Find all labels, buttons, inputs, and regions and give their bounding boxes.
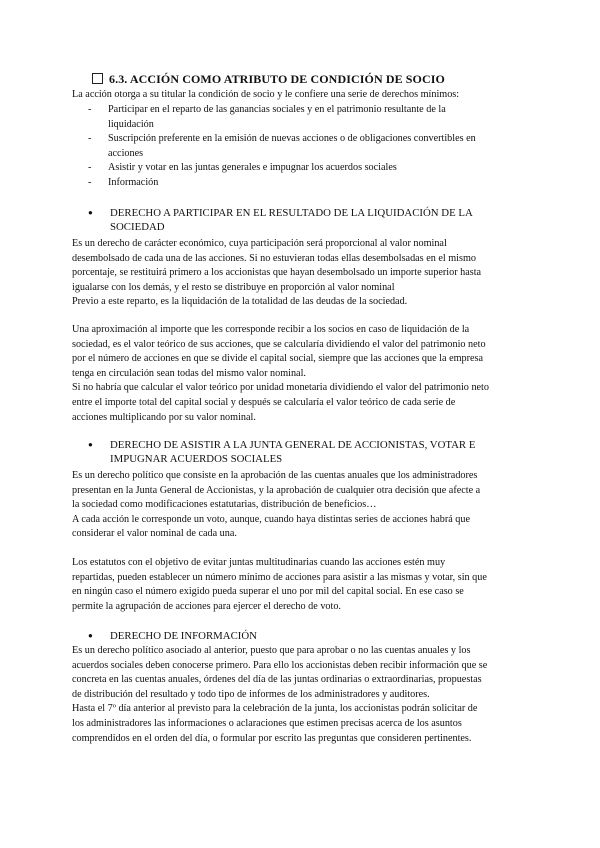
paragraph: Es un derecho político asociado al anterior, puesto que para aprobar o no las cuentas anuales y los acuerdos sociales deben conocerse primero. Para ello los accionistas deben recibir información que se concreta en las cuentas anuales, órdenes del día de las juntas ordinarias o extraordinarias, propuestas de distribución del resultado y todo tipo de informes de los administradores y auditores. Hasta el 7º día anterior al previsto para la celebración de la junta, los accionistas podrán solicitar de los administradores las informaciones o aclaraciones que estimen precisas acerca de los asuntos comprendidos en el orden del día, o formular por escrito las preguntas que consideren pertinentes.: [72, 645, 488, 744]
paragraph: Una aproximación al importe que les corresponde recibir a los socios en caso de liquidación de la sociedad, es el valor teórico de sus acciones, que se calcularía dividiendo el valor del patrimonio neto por el número de acciones en que se divide el capital social, siempre que las acciones que la empresa tenga en circulación sean todas del mismo valor nominal. Si no habría que calcular el valor teórico por unidad monetaria dividiendo el valor del patrimonio neto entre el importe total del capital social y después se calcularía el valor teórico de cada serie de acciones multiplicando por su valor nominal.: [72, 324, 489, 423]
dash-marker: -: [88, 133, 92, 145]
list-item: - Información: [88, 176, 528, 191]
section-title-text: 6.3. ACCIÓN COMO ATRIBUTO DE CONDICIÓN DE SOCIO: [109, 72, 445, 86]
intro-paragraph: La acción otorga a su titular la condición de socio y le confiere una serie de derechos mínimos:: [72, 89, 460, 100]
section-title: [92, 72, 445, 87]
list-item: - Asistir y votar en las juntas generales e impugnar los acuerdos sociales: [88, 161, 528, 176]
section-heading-liquidation: ● DERECHO A PARTICIPAR EN EL RESULTADO DE LA LIQUIDACIÓN DE LA SOCIEDAD: [88, 207, 473, 233]
list-item: - Participar en el reparto de las ganancias sociales y en el patrimonio resultante de la liquidación: [88, 103, 528, 132]
paragraph: Es un derecho de carácter económico, cuya participación será proporcional al valor nominal desembolsado de cada una de las acciones. Si no estuvieran todas ellas desembolsadas en el mismo porcentaje, se restituirá primero a los accionistas que hayan desembolsado un importe superior hasta igualarse con los demás, y el resto se distribuye en proporción al valor nominal Previo a este reparto, es la liquidación de la totalidad de las deudas de la sociedad.: [72, 238, 482, 308]
bullet-icon: ●: [88, 440, 93, 449]
bullet-icon: ●: [88, 208, 93, 217]
section-heading-junta: ● DERECHO DE ASISTIR A LA JUNTA GENERAL DE ACCIONISTAS, VOTAR E IMPUGNAR ACUERDOS SOCIALES: [88, 439, 476, 465]
paragraph: Los estatutos con el objetivo de evitar juntas multitudinarias cuando las acciones estén muy repartidas, pueden establecer un número mínimo de acciones para asistir a las mismas y votar, sin que en ningún caso el número exigido pueda superar el uno por mil del capital social. En ese caso se permite la agrupación de acciones para ejercer el derecho de voto.: [72, 557, 487, 612]
dash-marker: -: [88, 162, 92, 174]
section-heading-informacion: ● DERECHO DE INFORMACIÓN: [88, 630, 257, 642]
dash-marker: -: [88, 176, 92, 188]
bullet-icon: ●: [88, 631, 93, 640]
checkbox-icon: [92, 73, 103, 84]
paragraph: Es un derecho político que consiste en la aprobación de las cuentas anuales que los administradores presentan en la Junta General de Accionistas, y la aprobación de cualquier otra decisión que afecte a la sociedad como modificaciones estatutarias, distribución de beneficios… A cada acción le corresponde un voto, aunque, cuando haya distintas series de acciones habrá que considerar el valor nominal de cada una.: [72, 470, 481, 540]
rights-list: [88, 103, 528, 191]
dash-marker: -: [88, 104, 92, 115]
list-item: - Suscripción preferente en la emisión de nuevas acciones o de obligaciones convertibles en acciones: [88, 132, 528, 161]
